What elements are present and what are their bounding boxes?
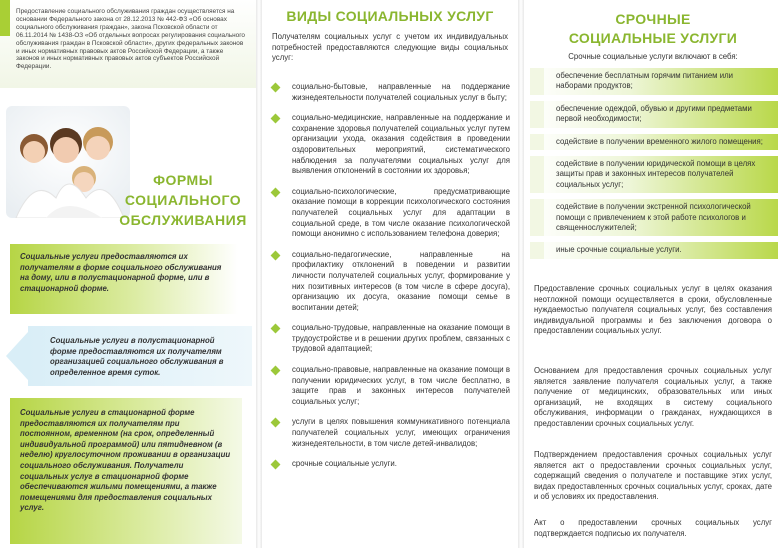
forms-box-general: [10, 244, 238, 314]
urgent-services-title: [524, 10, 782, 48]
diamond-bullet-icon: [271, 83, 281, 93]
diamond-bullet-icon: [271, 250, 281, 260]
urgent-services-intro: Срочные социальные услуги включают в себя:: [568, 52, 738, 61]
diamond-bullet-icon: [271, 460, 281, 470]
forms-box-stationary: [10, 398, 242, 544]
service-types-title: ВИДЫ СОЦИАЛЬНЫХ УСЛУГ: [286, 8, 494, 24]
diamond-bullet-icon: [271, 418, 281, 428]
forms-box-semi-stationary: [28, 326, 252, 386]
service-types-intro: Получателям социальных услуг с учетом их индивидуальных потребностей предоставляются следующие виды социальных услуг:: [272, 32, 508, 63]
right-panel: [524, 0, 782, 548]
forms-box-semi-stationary-text: Социальные услуги в полустационарной форме предоставляются их получателям организацией социального обслуживания в определенное время суток.: [50, 336, 224, 377]
list-item: срочные социальные услуги.: [270, 459, 510, 470]
list-item: содействие в получении юридической помощи в целях защиты прав и законных интересов получателей социальных услуг;: [530, 156, 778, 193]
diamond-bullet-icon: [271, 114, 281, 124]
urgent-para-basis: Основанием для предоставления срочных социальных услуг является заявление получателя социальных услуг, а также получение от медицинских, образовательных или иных организаций, не входящих в систему социального обслуживания, информации о гражданах, нуждающихся в предоставлении срочных социальных услуг.: [534, 366, 772, 428]
list-item: социально-трудовые, направленные на оказание помощи в трудоустройстве и в решении других проблем, связанных с трудовой адаптацией;: [270, 323, 510, 355]
diamond-bullet-icon: [271, 366, 281, 376]
forms-title-line2: СОЦИАЛЬНОГО: [124, 192, 242, 208]
list-item: услуги в целях повышения коммуникативного потенциала получателей социальных услуг, имеющих ограничения жизнедеятельности, в том числе детей-инвалидов;: [270, 417, 510, 449]
item-accent-bar: [530, 101, 544, 128]
item-accent-bar: [530, 199, 544, 236]
urgent-para-confirmation: Подтверждением предоставления срочных социальных услуг является акт о предоставлении срочных социальных услуг, содержащий сведения о получателе и поставщике этих услуг, видах предоставленных срочных социальных услуг, сроках, дате и об условиях их предоставления.: [534, 450, 772, 502]
middle-panel: [262, 0, 518, 548]
item-accent-bar: [530, 156, 544, 193]
list-item: обеспечение бесплатным горячим питанием или наборами продуктов;: [530, 68, 778, 95]
urgent-title-line1: СРОЧНЫЕ: [615, 11, 691, 27]
forms-box-stationary-text: Социальные услуги в стационарной форме предоставляются их получателям при постоянном, временном (на срок, определенный индивидуальной программой) или пятидневном (в неделю) круглосуточном проживании в организации социального обслуживания. Получатели социальных услуг в стационарной форме обеспечиваются жилыми помещениями, а также помещениями для предоставления социальных услуг.: [20, 408, 231, 513]
green-corner-accent: [0, 0, 10, 36]
urgent-title-line2: СОЦИАЛЬНЫЕ УСЛУГИ: [568, 30, 738, 46]
item-accent-bar: [530, 68, 544, 95]
list-item: социально-психологические, предусматривающие оказание помощи в коррекции психологического состояния получателей социальных услуг для адаптации в социальной среде, в том числе оказание психологической помощи анонимно с использованием телефона доверия;: [270, 187, 510, 240]
list-item: социально-правовые, направленные на оказание помощи в получении юридических услуг, в том числе бесплатно, в защите прав и законных интересов получателей социальных услуг;: [270, 365, 510, 407]
list-item: содействие в получении экстренной психологической помощи с привлечением к этой работе психологов и священнослужителей;: [530, 199, 778, 236]
service-types-list: [270, 82, 510, 480]
list-item: социально-бытовые, направленные на поддержание жизнедеятельности получателей социальных услуг в быту;: [270, 82, 510, 103]
law-basis-text: Предоставление социального обслуживания граждан осуществляется на основании Федерального закона от 28.12.2013 № 442-ФЗ «Об основах социального обслуживания граждан», закона Псковской области от 06.11.2014 № 1438-ОЗ «Об отдельных вопросах регулирования социального обслуживания граждан в Псковской области», других федеральных законов и иных нормативных правовых актов Российской Федерации, а также законов и иных нормативных правовых актов субъектов Российской Федерации.: [16, 8, 245, 71]
law-basis-box: [0, 0, 256, 88]
list-item: социально-медицинские, направленные на поддержание и сохранение здоровья получателей социальных услуг путем организации ухода, оказания содействия в проведении оздоровительных мероприятий, систематического наблюдения за получателями социальных услуг для выявления отклонений в состоянии их здоровья;: [270, 113, 510, 177]
item-accent-bar: [530, 242, 544, 258]
forms-title: [108, 170, 256, 230]
urgent-para-deadlines: Предоставление срочных социальных услуг в целях оказания неотложной помощи осуществляется в сроки, обусловленные нуждаемостью получателя социальных услуг, без составления индивидуальной программы и без заключения договора о предоставлении социальных услуг.: [534, 284, 772, 336]
item-accent-bar: [530, 134, 544, 150]
forms-box-general-text: Социальные услуги предоставляются их получателям в форме социального обслуживания на дому, или в полустационарной форме, или в стационарной форме.: [20, 252, 222, 293]
list-item: социально-педагогические, направленные на профилактику отклонений в поведении и развитии личности получателей социальных услуг, формирование у них позитивных интересов (в том числе в сфере досуга), организацию их досуга, оказание помощи семье в воспитании детей;: [270, 250, 510, 314]
forms-title-line1: ФОРМЫ: [153, 172, 213, 188]
list-item: обеспечение одеждой, обувью и другими предметами первой необходимости;: [530, 101, 778, 128]
urgent-services-list: [530, 68, 778, 265]
list-item: содействие в получении временного жилого помещения;: [530, 134, 778, 150]
arrow-shape: [6, 332, 28, 380]
urgent-para-signature: Акт о предоставлении срочных социальных услуг подтверждается подписью их получателя.: [534, 518, 772, 538]
left-panel: [0, 0, 256, 548]
forms-title-line3: ОБСЛУЖИВАНИЯ: [119, 212, 247, 228]
list-item: иные срочные социальные услуги.: [530, 242, 778, 258]
diamond-bullet-icon: [271, 324, 281, 334]
diamond-bullet-icon: [271, 187, 281, 197]
